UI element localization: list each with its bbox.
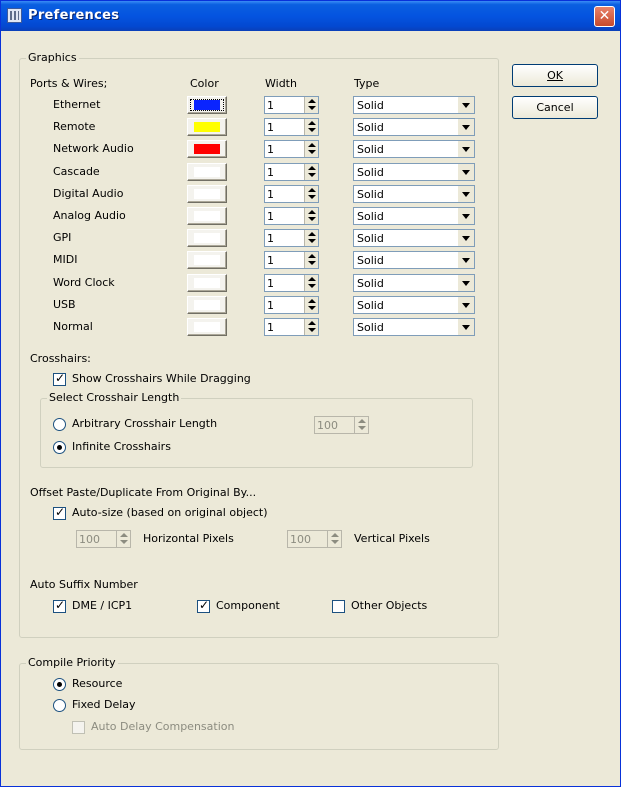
- port-name: GPI: [53, 231, 72, 244]
- color-swatch: [194, 300, 220, 310]
- color-button[interactable]: [187, 96, 227, 114]
- color-button[interactable]: [187, 118, 227, 136]
- crosshair-length-title: Select Crosshair Length: [49, 391, 180, 404]
- port-name: USB: [53, 298, 76, 311]
- port-name: Normal: [53, 320, 93, 333]
- width-stepper[interactable]: [264, 296, 319, 314]
- show-crosshairs-label: Show Crosshairs While Dragging: [72, 372, 251, 385]
- color-button[interactable]: [187, 296, 227, 314]
- color-swatch: [194, 167, 220, 177]
- color-button[interactable]: [187, 274, 227, 292]
- type-value: Solid: [357, 321, 384, 334]
- crosshair-length-group: [40, 391, 473, 468]
- color-button[interactable]: [187, 251, 227, 269]
- ok-button[interactable]: [512, 64, 598, 87]
- type-dropdown[interactable]: [353, 163, 475, 181]
- color-swatch: [194, 122, 220, 132]
- width-value: 1: [267, 299, 274, 312]
- focus-rect: [190, 99, 224, 111]
- color-button[interactable]: [187, 140, 227, 158]
- type-value: Solid: [357, 299, 384, 312]
- type-value: Solid: [357, 121, 384, 134]
- type-value: Solid: [357, 99, 384, 112]
- fixed-delay-label: Fixed Delay: [72, 698, 136, 711]
- chevron-down-icon[interactable]: [458, 319, 474, 335]
- vertical-pixels-stepper[interactable]: [287, 530, 342, 548]
- port-name: Cascade: [53, 165, 100, 178]
- port-name: MIDI: [53, 253, 78, 266]
- chevron-down-icon[interactable]: [458, 119, 474, 135]
- auto-delay-compensation-checkbox[interactable]: [72, 721, 85, 734]
- width-value: 1: [267, 188, 274, 201]
- auto-delay-compensation-label: Auto Delay Compensation: [91, 720, 235, 733]
- color-button[interactable]: [187, 207, 227, 225]
- other-objects-label: Other Objects: [351, 599, 428, 612]
- width-value: 1: [267, 121, 274, 134]
- stepper-arrows-icon[interactable]: [304, 119, 318, 135]
- type-dropdown[interactable]: [353, 118, 475, 136]
- stepper-arrows-icon[interactable]: [304, 208, 318, 224]
- resource-label: Resource: [72, 677, 123, 690]
- color-button[interactable]: [187, 185, 227, 203]
- arbitrary-length-radio[interactable]: [53, 418, 66, 431]
- width-stepper[interactable]: [264, 140, 319, 158]
- chevron-down-icon[interactable]: [458, 208, 474, 224]
- chevron-down-icon[interactable]: [458, 230, 474, 246]
- type-value: Solid: [357, 254, 384, 267]
- width-value: 1: [267, 166, 274, 179]
- cancel-label: Cancel: [536, 101, 574, 114]
- color-header: Color: [190, 77, 219, 90]
- type-dropdown[interactable]: [353, 140, 475, 158]
- arbitrary-length-stepper[interactable]: [314, 416, 369, 434]
- color-button[interactable]: [187, 229, 227, 247]
- infinite-crosshairs-radio[interactable]: [53, 441, 66, 454]
- width-stepper[interactable]: [264, 251, 319, 269]
- horizontal-pixels-label: Horizontal Pixels: [143, 532, 234, 545]
- type-dropdown[interactable]: [353, 318, 475, 336]
- color-swatch: [194, 144, 220, 154]
- close-button[interactable]: ✕: [594, 6, 615, 27]
- stepper-arrows-icon[interactable]: [304, 252, 318, 268]
- stepper-arrows-icon[interactable]: [304, 186, 318, 202]
- stepper-arrows-icon[interactable]: [304, 164, 318, 180]
- type-dropdown[interactable]: [353, 296, 475, 314]
- infinite-crosshairs-label: Infinite Crosshairs: [72, 440, 171, 453]
- stepper-arrows-icon[interactable]: [304, 297, 318, 313]
- arbitrary-length-value: 100: [317, 419, 338, 432]
- component-label: Component: [216, 599, 280, 612]
- type-value: Solid: [357, 188, 384, 201]
- width-value: 1: [267, 232, 274, 245]
- color-swatch: [194, 255, 220, 265]
- component-checkbox[interactable]: [197, 600, 210, 613]
- type-dropdown[interactable]: [353, 207, 475, 225]
- width-value: 1: [267, 254, 274, 267]
- vertical-pixels-value: 100: [290, 533, 311, 546]
- width-stepper[interactable]: [264, 318, 319, 336]
- width-value: 1: [267, 99, 274, 112]
- auto-size-label: Auto-size (based on original object): [72, 506, 268, 519]
- resource-radio[interactable]: [53, 678, 66, 691]
- color-swatch: [194, 278, 220, 288]
- color-swatch: [194, 189, 220, 199]
- width-stepper[interactable]: [264, 163, 319, 181]
- type-dropdown[interactable]: [353, 274, 475, 292]
- chevron-down-icon[interactable]: [458, 164, 474, 180]
- color-button[interactable]: [187, 163, 227, 181]
- port-name: Word Clock: [53, 276, 115, 289]
- stepper-arrows-icon[interactable]: [354, 417, 368, 433]
- chevron-down-icon[interactable]: [458, 97, 474, 113]
- port-name: Digital Audio: [53, 187, 124, 200]
- type-header: Type: [354, 77, 380, 90]
- type-value: Solid: [357, 232, 384, 245]
- width-value: 1: [267, 210, 274, 223]
- other-objects-checkbox[interactable]: [332, 600, 345, 613]
- width-stepper[interactable]: [264, 229, 319, 247]
- chevron-down-icon[interactable]: [458, 252, 474, 268]
- width-stepper[interactable]: [264, 207, 319, 225]
- fixed-delay-radio[interactable]: [53, 699, 66, 712]
- auto-suffix-label: Auto Suffix Number: [30, 578, 138, 591]
- width-stepper[interactable]: [264, 274, 319, 292]
- stepper-arrows-icon[interactable]: [304, 141, 318, 157]
- width-value: 1: [267, 143, 274, 156]
- width-header: Width: [265, 77, 297, 90]
- stepper-arrows-icon[interactable]: [327, 531, 341, 547]
- auto-size-checkbox[interactable]: [53, 507, 66, 520]
- type-dropdown[interactable]: [353, 251, 475, 269]
- type-value: Solid: [357, 143, 384, 156]
- width-stepper[interactable]: [264, 118, 319, 136]
- type-dropdown[interactable]: [353, 229, 475, 247]
- color-swatch: [194, 322, 220, 332]
- chevron-down-icon[interactable]: [458, 141, 474, 157]
- dme-icp1-label: DME / ICP1: [72, 599, 133, 612]
- type-dropdown[interactable]: [353, 96, 475, 114]
- color-button[interactable]: [187, 318, 227, 336]
- width-value: 1: [267, 277, 274, 290]
- dme-icp1-checkbox[interactable]: [53, 600, 66, 613]
- vertical-pixels-label: Vertical Pixels: [354, 532, 430, 545]
- port-name: Network Audio: [53, 142, 134, 155]
- ports-wires-header: Ports & Wires;: [30, 77, 108, 90]
- chevron-down-icon[interactable]: [458, 275, 474, 291]
- color-swatch: [194, 233, 220, 243]
- stepper-arrows-icon[interactable]: [116, 531, 130, 547]
- width-stepper[interactable]: [264, 96, 319, 114]
- graphics-group-title: Graphics: [28, 51, 77, 64]
- type-value: Solid: [357, 277, 384, 290]
- type-value: Solid: [357, 166, 384, 179]
- stepper-arrows-icon[interactable]: [304, 275, 318, 291]
- compile-priority-title: Compile Priority: [28, 656, 116, 669]
- show-crosshairs-checkbox[interactable]: [53, 373, 66, 386]
- stepper-arrows-icon[interactable]: [304, 319, 318, 335]
- port-name: Analog Audio: [53, 209, 126, 222]
- ok-label: OK: [547, 69, 563, 82]
- cancel-button[interactable]: [512, 96, 598, 119]
- chevron-down-icon[interactable]: [458, 297, 474, 313]
- port-name: Ethernet: [53, 98, 101, 111]
- settings-window-icon: [7, 8, 22, 23]
- chevron-down-icon[interactable]: [458, 186, 474, 202]
- type-dropdown[interactable]: [353, 185, 475, 203]
- crosshairs-label: Crosshairs:: [30, 352, 91, 365]
- stepper-arrows-icon[interactable]: [304, 97, 318, 113]
- offset-label: Offset Paste/Duplicate From Original By...: [30, 486, 257, 499]
- stepper-arrows-icon[interactable]: [304, 230, 318, 246]
- horizontal-pixels-stepper[interactable]: [76, 530, 131, 548]
- title-bar[interactable]: [1, 1, 620, 31]
- type-value: Solid: [357, 210, 384, 223]
- arbitrary-length-label: Arbitrary Crosshair Length: [72, 417, 218, 430]
- horizontal-pixels-value: 100: [79, 533, 100, 546]
- port-name: Remote: [53, 120, 96, 133]
- width-value: 1: [267, 321, 274, 334]
- width-stepper[interactable]: [264, 185, 319, 203]
- window-title: Preferences: [28, 8, 120, 23]
- color-swatch: [194, 211, 220, 221]
